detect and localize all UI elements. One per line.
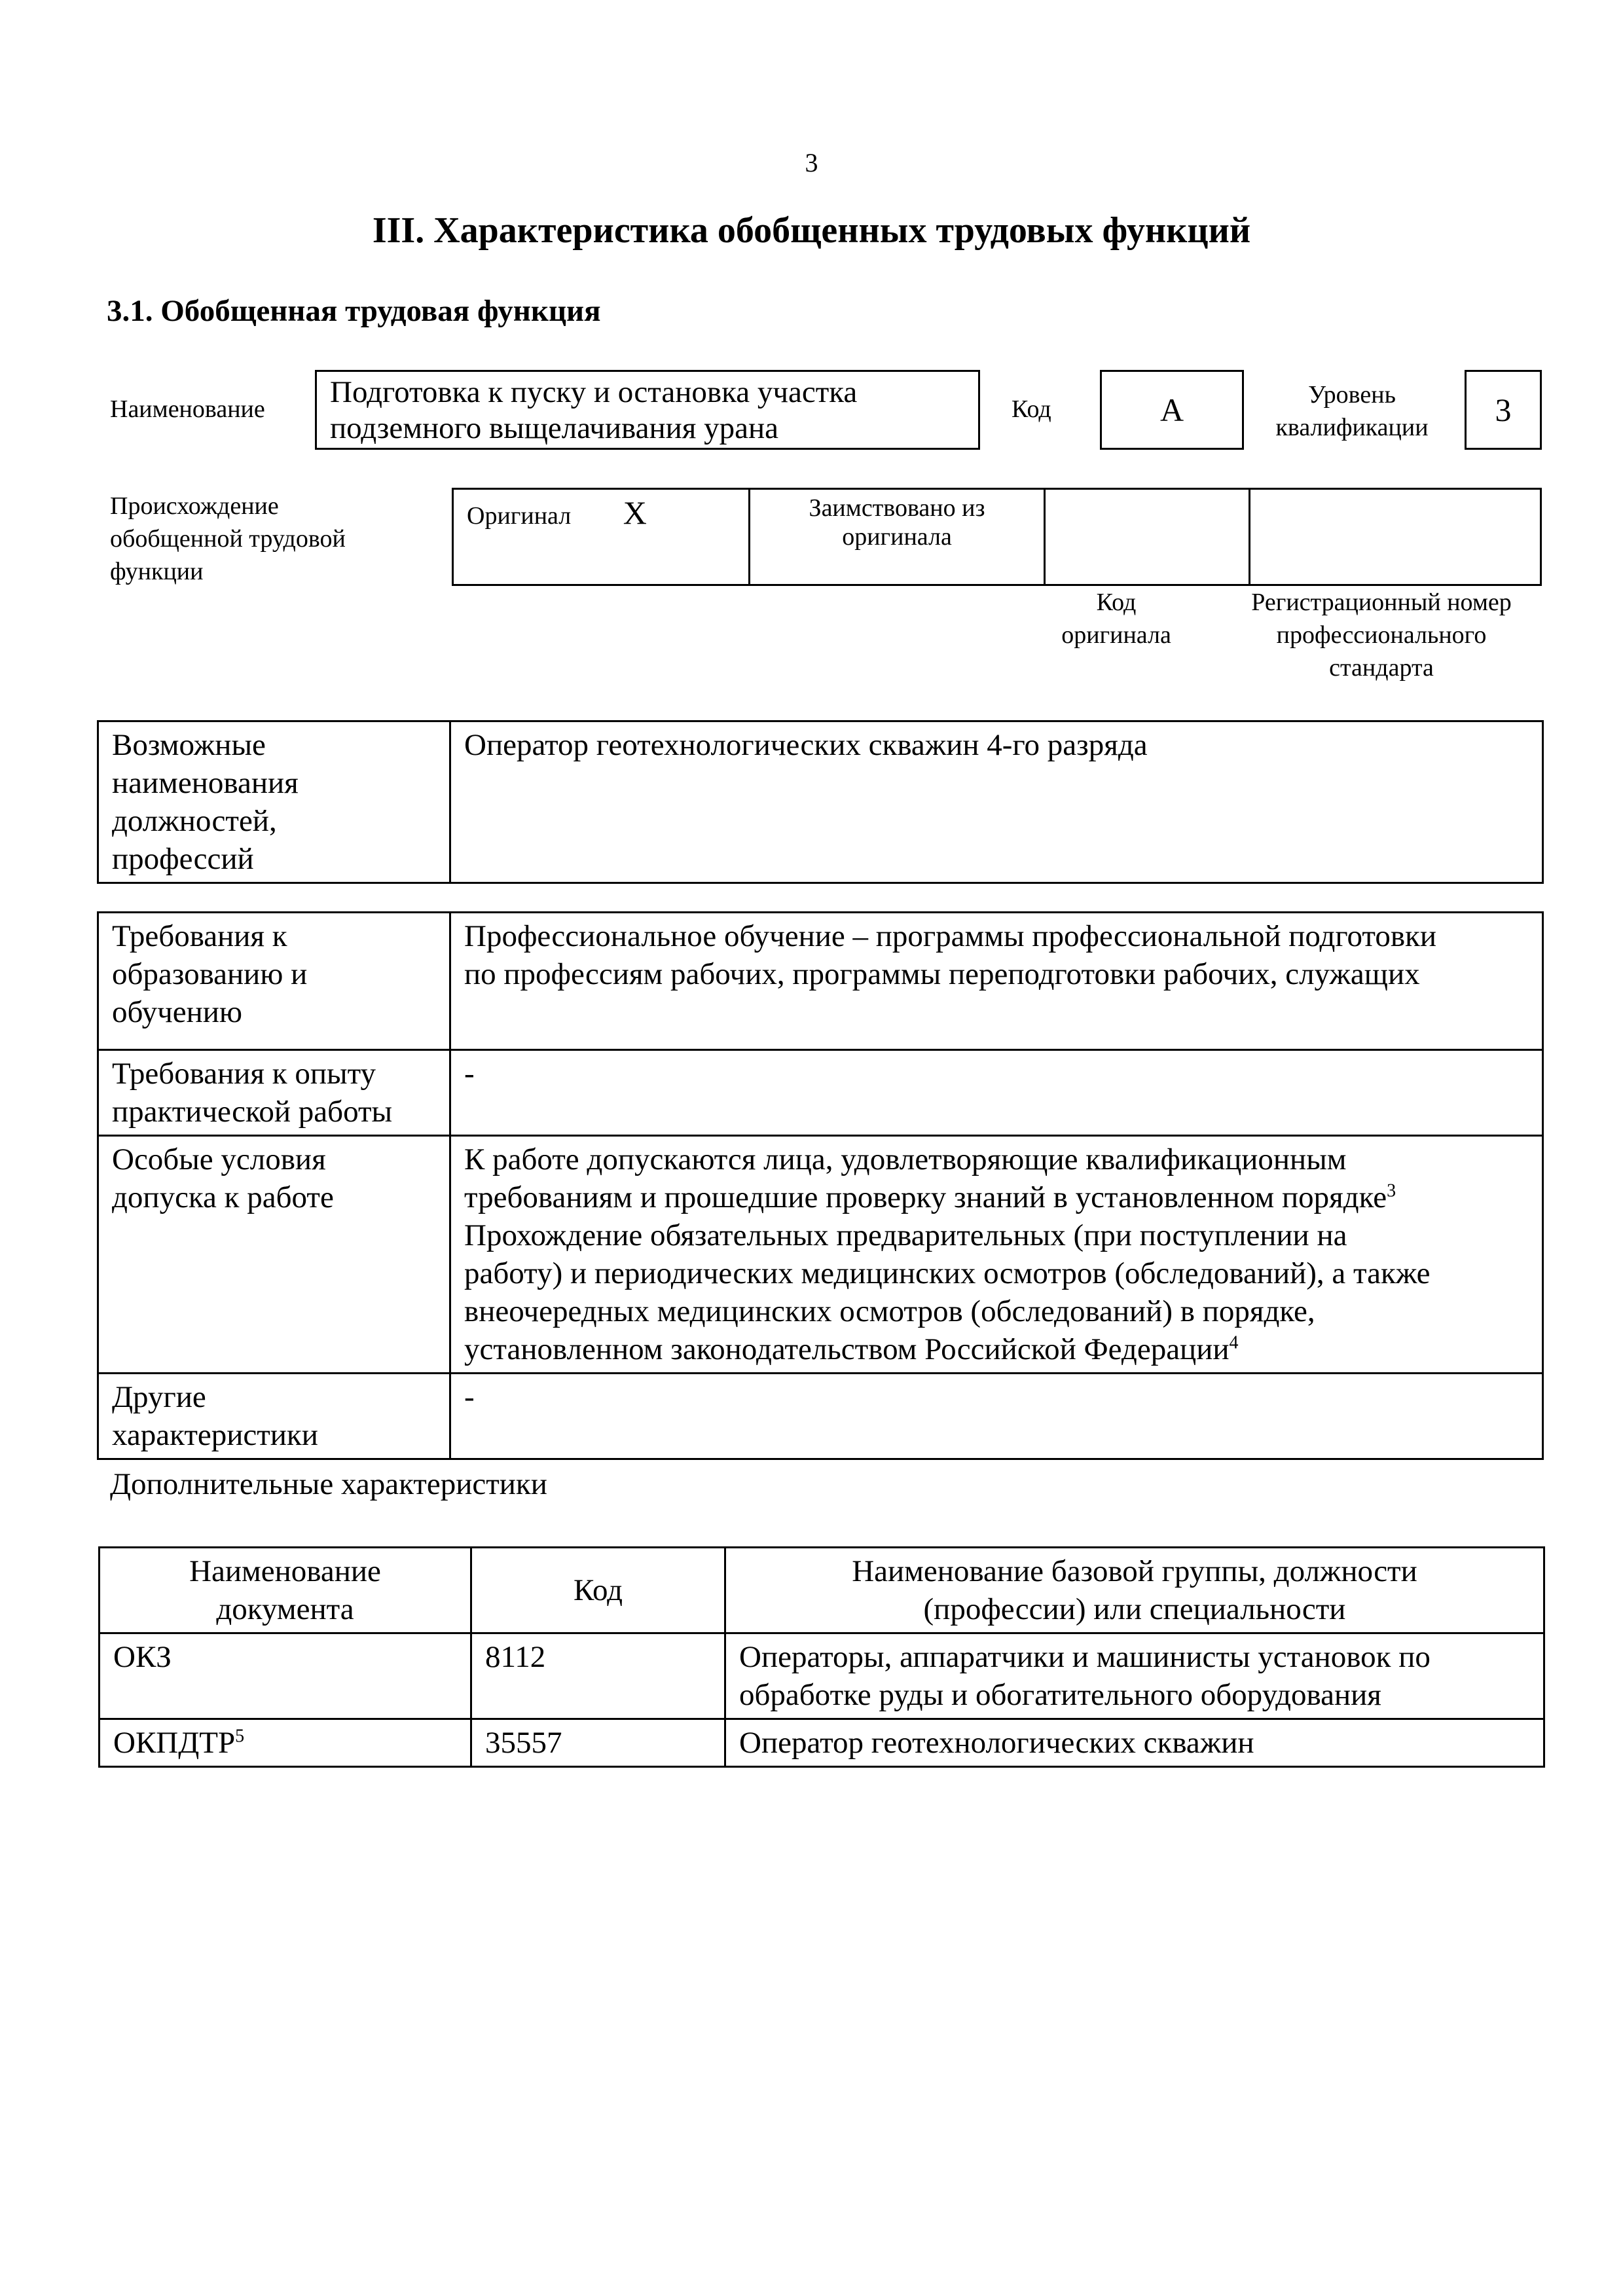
origin-label-line: обобщенной трудовой	[110, 525, 346, 553]
code-value-box	[1100, 370, 1244, 450]
borrowed-label-line: оригинала	[842, 523, 952, 551]
original-code-caption	[1012, 586, 1221, 651]
code-value: А	[1159, 392, 1184, 428]
conditions-line	[464, 1178, 1529, 1216]
cell-text: ОКПДТР	[113, 1726, 236, 1760]
footnote-ref: 3	[1387, 1180, 1396, 1201]
level-value-box	[1465, 370, 1542, 450]
section-title: 3.1. Обобщенная трудовая функция	[107, 294, 601, 328]
education-label-cell	[98, 913, 450, 1050]
other-label-cell	[98, 1374, 450, 1459]
caption-line: Код	[1096, 589, 1137, 616]
header-code	[471, 1548, 725, 1633]
level-label	[1254, 378, 1450, 444]
conditions-line: Прохождение обязательных предварительных (при поступлении на	[464, 1218, 1347, 1252]
education-value-cell	[450, 913, 1543, 1050]
positions-label-cell	[98, 721, 450, 883]
positions-value: Оператор геотехнологических скважин 4-го разряда	[464, 728, 1148, 762]
footnote-ref: 4	[1229, 1332, 1239, 1353]
education-value-line: по профессиям рабочих, программы переподготовки рабочих, служащих	[464, 957, 1420, 991]
experience-label-cell	[98, 1050, 450, 1136]
header-document	[100, 1548, 471, 1633]
education-value-line: Профессиональное обучение – программы профессиональной подготовки	[464, 919, 1437, 953]
footnote-ref: 5	[235, 1726, 245, 1747]
other-label-line: характеристики	[112, 1418, 318, 1452]
cell-text: 35557	[485, 1726, 562, 1760]
origin-borrowed-cell	[750, 489, 1045, 585]
header-group-name	[725, 1548, 1544, 1633]
origin-table	[452, 488, 1542, 586]
caption-line: Регистрационный номер	[1251, 589, 1512, 616]
row1-document	[100, 1633, 471, 1719]
positions-label-line: профессий	[112, 842, 254, 876]
conditions-value-cell	[450, 1136, 1543, 1374]
name-label: Наименование	[110, 395, 265, 423]
conditions-line	[464, 1330, 1529, 1368]
positions-label-line: должностей,	[112, 804, 277, 838]
caption-line: оригинала	[1061, 621, 1171, 649]
positions-label-line: Возможные	[112, 728, 266, 762]
name-value-line: Подготовка к пуску и остановка участка	[330, 375, 858, 409]
other-value-cell	[450, 1374, 1543, 1459]
experience-value-cell	[450, 1050, 1543, 1136]
header-line: Наименование базовой группы, должности	[852, 1554, 1417, 1588]
additional-heading: Дополнительные характеристики	[110, 1467, 547, 1501]
education-label-line: Требования к	[112, 919, 287, 953]
origin-label-line: функции	[110, 558, 204, 585]
conditions-label-line: Особые условия	[112, 1142, 326, 1176]
name-value-line: подземного выщелачивания урана	[330, 411, 778, 445]
cell-line: обработке руды и обогатительного оборудования	[739, 1678, 1381, 1712]
other-value: -	[464, 1380, 475, 1414]
cell-text: 8112	[485, 1640, 546, 1674]
origin-label-line: Происхождение	[110, 492, 279, 520]
page-title: III. Характеристика обобщенных трудовых функций	[372, 210, 1251, 251]
positions-label-line: наименования	[112, 766, 299, 800]
row1-code	[471, 1633, 725, 1719]
row2-name	[725, 1719, 1544, 1767]
original-label: Оригинал	[467, 502, 572, 530]
conditions-label-line: допуска к работе	[112, 1180, 334, 1214]
conditions-label-cell	[98, 1136, 450, 1374]
row2-code	[471, 1719, 725, 1767]
cell-line: Операторы, аппаратчики и машинисты установок по	[739, 1640, 1431, 1674]
original-mark: X	[623, 494, 647, 531]
header-line: документа	[216, 1592, 354, 1626]
other-label-line: Другие	[112, 1380, 206, 1414]
cell-text: ОКЗ	[113, 1640, 172, 1674]
origin-label	[110, 490, 346, 588]
positions-value-cell	[450, 721, 1543, 883]
registration-caption	[1218, 586, 1545, 684]
experience-label-line: Требования к опыту	[112, 1057, 376, 1091]
row2-document	[100, 1719, 471, 1767]
education-label-line: образованию и	[112, 957, 308, 991]
experience-value: -	[464, 1057, 475, 1091]
code-label: Код	[1012, 395, 1051, 423]
conditions-line: работу) и периодических медицинских осмотров (обследований), а также	[464, 1256, 1431, 1290]
row1-name	[725, 1633, 1544, 1719]
name-value-box	[315, 370, 980, 450]
page-number: 3	[805, 148, 818, 177]
header-code-text: Код	[573, 1573, 623, 1607]
conditions-line: внеочередных медицинских осмотров (обследований) в порядке,	[464, 1294, 1315, 1328]
original-code-cell	[1045, 489, 1250, 585]
requirements-table	[97, 911, 1544, 1460]
additional-table	[98, 1546, 1545, 1768]
header-line: Наименование	[189, 1554, 381, 1588]
origin-original-cell	[453, 489, 750, 585]
caption-line: профессионального	[1276, 621, 1487, 649]
level-value: 3	[1495, 392, 1512, 428]
conditions-text: установленном законодательством Российской Федерации	[464, 1332, 1230, 1366]
level-label-line: квалификации	[1275, 414, 1429, 441]
conditions-text: требованиям и прошедшие проверку знаний в установленном порядке	[464, 1180, 1387, 1214]
level-label-line: Уровень	[1308, 381, 1396, 409]
education-label-line: обучению	[112, 995, 243, 1029]
borrowed-label-line: Заимствовано из	[809, 494, 985, 522]
experience-label-line: практической работы	[112, 1095, 393, 1129]
header-line: (профессии) или специальности	[923, 1592, 1346, 1626]
positions-table	[97, 720, 1544, 884]
registration-number-cell	[1250, 489, 1541, 585]
cell-text: Оператор геотехнологических скважин	[739, 1726, 1254, 1760]
conditions-line: К работе допускаются лица, удовлетворяющие квалификационным	[464, 1142, 1347, 1176]
caption-line: стандарта	[1329, 654, 1434, 682]
